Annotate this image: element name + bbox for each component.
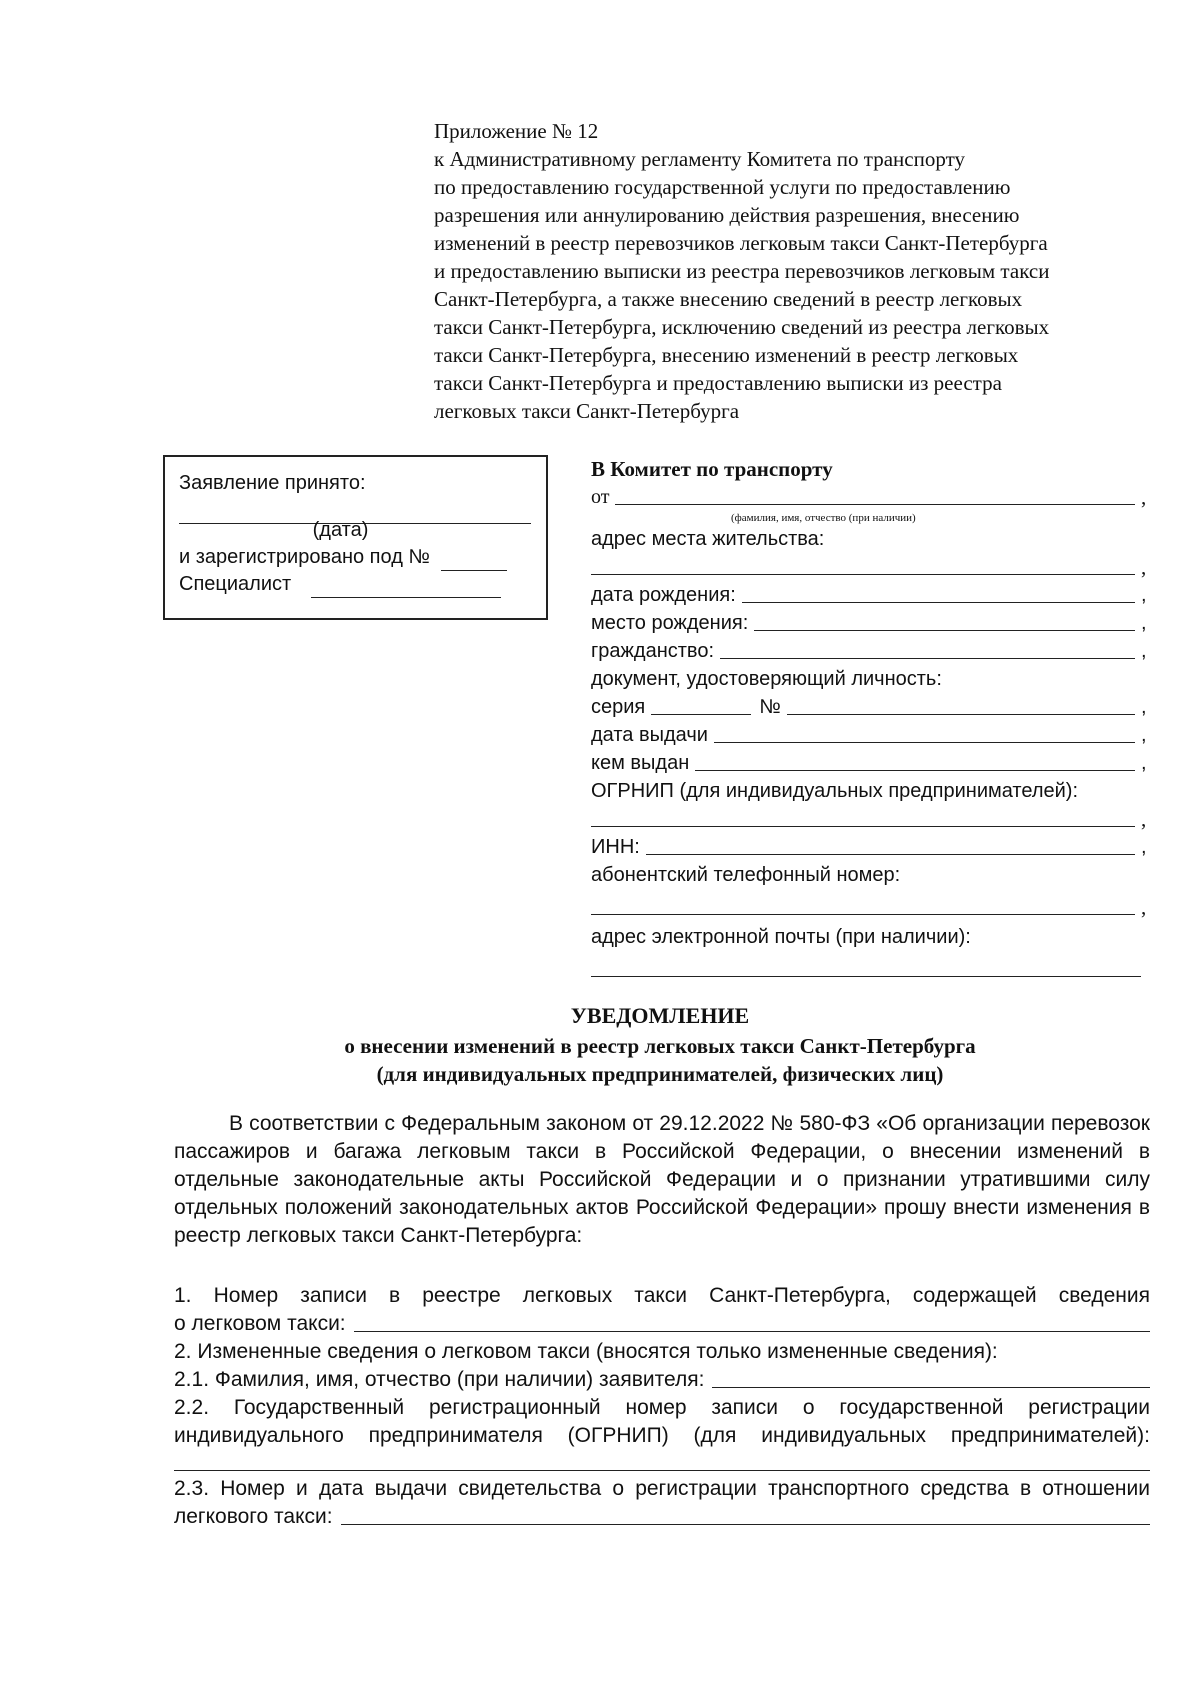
email-field[interactable] xyxy=(591,976,1141,977)
applicant-name-field[interactable] xyxy=(712,1387,1150,1388)
specialist-field[interactable] xyxy=(311,597,501,598)
appendix-header xyxy=(434,117,1174,425)
item-2-3-line-1: 2.3. Номер и дата выдачи свидетельства о регистрации транспортного средства в отношении xyxy=(174,1477,1150,1500)
registered-row xyxy=(179,543,532,570)
citizenship-label: гражданство: xyxy=(591,640,714,662)
header-line: к Административному регламенту Комитета по транспорту xyxy=(434,147,965,171)
from-hint: (фамилия, имя, отчество (при наличии) xyxy=(731,512,916,524)
body-paragraph xyxy=(174,1110,1150,1250)
comma: , xyxy=(1141,485,1147,509)
notice-title xyxy=(160,1002,1160,1088)
header-line: по предоставлению государственной услуги по предоставлению xyxy=(434,175,1011,199)
issued-by-field[interactable] xyxy=(695,770,1135,771)
header-line: и предоставлению выписки из реестра перевозчиков легковым такси xyxy=(434,259,1050,283)
ogrnip-change-field[interactable] xyxy=(174,1470,1150,1471)
comma: , xyxy=(1141,836,1147,858)
from-field[interactable] xyxy=(615,504,1135,505)
header-line: такси Санкт-Петербурга и предоставлению выписки из реестра xyxy=(434,371,1002,395)
number-label: № xyxy=(759,696,781,718)
header-line: изменений в реестр перевозчиков легковым такси Санкт-Петербурга xyxy=(434,231,1048,255)
comma: , xyxy=(1141,807,1147,831)
doc-number-field[interactable] xyxy=(787,714,1135,715)
inn-field[interactable] xyxy=(646,854,1135,855)
specialist-row xyxy=(179,570,532,597)
items-list xyxy=(174,1282,1150,1531)
date-caption: (дата) xyxy=(312,519,369,541)
vehicle-certificate-field[interactable] xyxy=(341,1524,1150,1525)
item-2-2-line-1: 2.2. Государственный регистрационный номер записи о государственной регистрации xyxy=(174,1396,1150,1419)
comma: , xyxy=(1141,584,1147,606)
issued-by-label: кем выдан xyxy=(591,752,690,774)
series-label: серия xyxy=(591,696,646,718)
series-field[interactable] xyxy=(651,714,751,715)
comma: , xyxy=(1141,640,1147,662)
recipient-title: В Комитет по транспорту xyxy=(591,457,833,481)
comma: , xyxy=(1141,555,1147,579)
registered-label: и зарегистрировано под № xyxy=(179,546,430,568)
header-line: такси Санкт-Петербурга, внесению изменений в реестр легковых xyxy=(434,343,1019,367)
from-label: от xyxy=(591,486,610,508)
item-1-line-2: о легковом такси: xyxy=(174,1312,346,1335)
header-line: такси Санкт-Петербурга, исключению сведений из реестра легковых xyxy=(434,315,1050,339)
issue-date-label: дата выдачи xyxy=(591,724,708,746)
item-2-2-line-2: индивидуального предпринимателя (ОГРНИП) (для индивидуальных предпринимателей): xyxy=(174,1424,1150,1447)
citizenship-field[interactable] xyxy=(720,658,1135,659)
item-2: 2. Измененные сведения о легковом такси (вносятся только измененные сведения): xyxy=(174,1340,998,1363)
acceptance-box xyxy=(163,455,548,620)
comma: , xyxy=(1141,696,1147,718)
comma: , xyxy=(1141,895,1147,919)
specialist-label: Специалист xyxy=(179,573,292,595)
ogrnip-field[interactable] xyxy=(591,826,1135,827)
ogrnip-label: ОГРНИП (для индивидуальных предпринимателей): xyxy=(591,780,1079,802)
header-line: разрешения или аннулированию действия разрешения, внесению xyxy=(434,203,1020,227)
email-label: адрес электронной почты (при наличии): xyxy=(591,926,971,948)
issue-date-field[interactable] xyxy=(714,742,1135,743)
address-field[interactable] xyxy=(591,574,1135,575)
title-sub1: о внесении изменений в реестр легковых такси Санкт-Петербурга xyxy=(344,1034,976,1058)
comma: , xyxy=(1141,612,1147,634)
birth-place-label: место рождения: xyxy=(591,612,749,634)
accepted-label: Заявление принято: xyxy=(179,472,366,494)
birth-date-label: дата рождения: xyxy=(591,584,736,606)
comma: , xyxy=(1141,752,1147,774)
applicant-form xyxy=(591,455,1151,983)
body-text: В соответствии с Федеральным законом от 29.12.2022 № 580-ФЗ «Об организации перевозок пассажиров и багажа легковым такси в Российской Федерации, о внесении изменений в отдельные законодательные акты Российской Федерации и о признании утратившими силу отдельных положений законодательных актов Российской Федерации» прошу внести изменения в реестр легковых такси Санкт-Петербурга: xyxy=(174,1112,1150,1247)
title-main: УВЕДОМЛЕНИЕ xyxy=(570,1003,750,1028)
header-line: легковых такси Санкт-Петербурга xyxy=(434,399,740,423)
record-number-field[interactable] xyxy=(354,1331,1150,1332)
birth-place-field[interactable] xyxy=(754,630,1135,631)
birth-date-field[interactable] xyxy=(742,602,1135,603)
item-2-1: 2.1. Фамилия, имя, отчество (при наличии) заявителя: xyxy=(174,1368,705,1391)
id-doc-label: документ, удостоверяющий личность: xyxy=(591,668,942,690)
header-line: Приложение № 12 xyxy=(434,119,599,143)
item-2-3-line-2: легкового такси: xyxy=(174,1505,333,1528)
title-sub2: (для индивидуальных предпринимателей, физических лиц) xyxy=(376,1062,944,1086)
item-1-line-1: 1. Номер записи в реестре легковых такси Санкт-Петербурга, содержащей сведения xyxy=(174,1284,1150,1307)
header-line: Санкт-Петербурга, а также внесению сведений в реестр легковых xyxy=(434,287,1023,311)
address-label: адрес места жительства: xyxy=(591,528,825,550)
comma: , xyxy=(1141,724,1147,746)
phone-field[interactable] xyxy=(591,914,1135,915)
inn-label: ИНН: xyxy=(591,836,640,858)
phone-label: абонентский телефонный номер: xyxy=(591,864,901,886)
